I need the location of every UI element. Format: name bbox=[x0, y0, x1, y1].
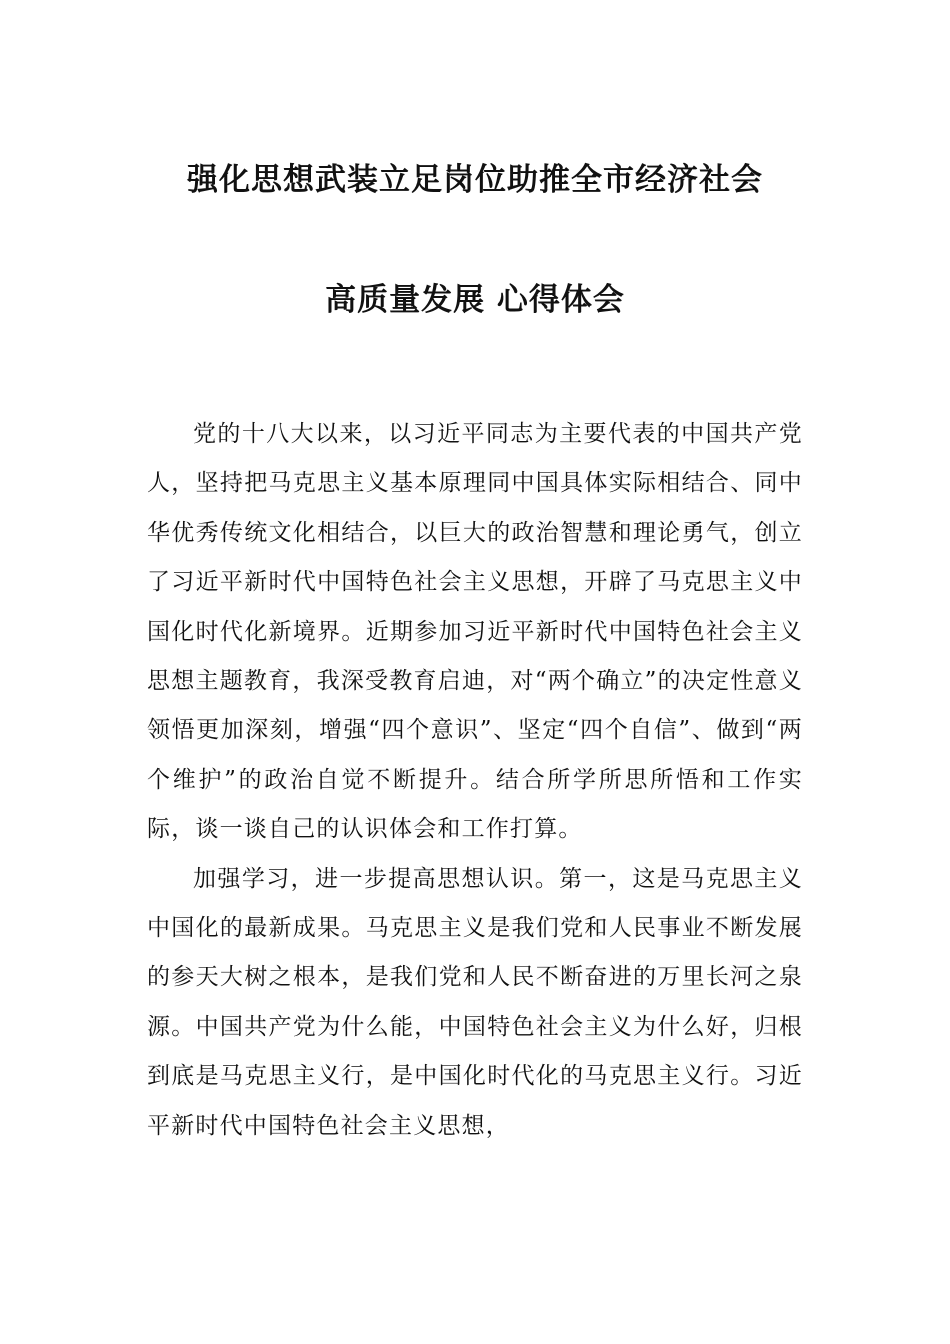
document-body bbox=[147, 410, 803, 1151]
body-paragraph-1: 党的十八大以来，以习近平同志为主要代表的中国共产党人，坚持把马克思主义基本原理同中国具体实际相结合、同中华优秀传统文化相结合，以巨大的政治智慧和理论勇气，创立了习近平新时代中国特色社会主义思想，开辟了马克思主义中国化时代化新境界。近期参加习近平新时代中国特色社会主义思想主题教育，我深受教育启迪，对“两个确立”的决定性意义领悟更加深刻，增强“四个意识”、坚定“四个自信”、做到“两个维护”的政治自觉不断提升。结合所学所思所悟和工作实际，谈一谈自己的认识体会和工作打算。 bbox=[147, 421, 803, 843]
body-paragraph-2: 加强学习，进一步提高思想认识。第一，这是马克思主义中国化的最新成果。马克思主义是我们党和人民事业不断发展的参天大树之根本，是我们党和人民不断奋进的万里长河之泉源。中国共产党为什么能，中国特色社会主义为什么好，归根到底是马克思主义行，是中国化时代化的马克思主义行。习近平新时代中国特色社会主义思想， bbox=[147, 865, 803, 1139]
document-title-line-1: 强化思想武装立足岗位助推全市经济社会 bbox=[187, 162, 763, 198]
document-title-line-2: 高质量发展 心得体会 bbox=[325, 282, 625, 318]
